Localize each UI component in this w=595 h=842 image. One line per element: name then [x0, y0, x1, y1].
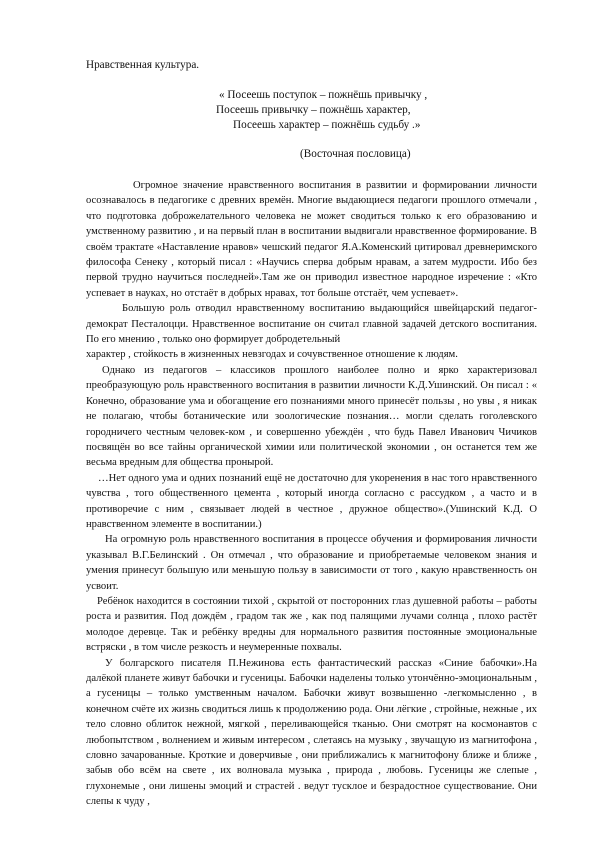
- paragraph: …Нет одного ума и одних познаний ещё не достаточно для укоренения в нас того нравственного чувства , того общественного цемента , который иногда согласно с рассудком , а часто и в противоречие с ним , связывает людей в честное , дружное общество».(Ушинский К.Д. О нравственном элементе в воспитании.): [86, 472, 537, 530]
- paragraph: У болгарского писателя П.Нежинова есть фантастический рассказ «Синие бабочки».На далёкой планете живут бабочки и гусеницы. Бабочки наделены только утончённо-эмоциональным , а гусеницы – только умственным началом. Бабочки живут возвышенно -легкомысленно , в конечном счёте их жизнь сводиться лишь к продолжению рода. Они лёгкие , стройные, нежные , их тело словно облиток нежной, мягкой , переливающейся тканью. Они смотрят на космонавтов с любопытством , волнением и живым интересом , слетаясь на музыку , звучащую из магнитофона , словно зачарованные. Кроткие и доверчивые , они приближались к магнитофону ближе и ближе , забыв обо всём на свете , их волновала музыка , природа , любовь. Гусеницы же слепые , глухонемые , они лишены эмоций и страстей . ведут тусклое и безрадостное существование. Они слепы к чуду ,: [86, 657, 537, 808]
- paragraph: Однако из педагогов – классиков прошлого наиболее полно и ярко характеризовал преобразующую роль нравственного воспитания в развитии личности К.Д.Ушинский. Он писал : « Конечно, образование ума и обогащение его познаниями много принесёт пользы , но увы , я никак не полагаю, чтобы ботанические или зоологические познания… могли сделать гоголевского городничего честным человек-ком , и совершенно убеждён , что будь Павел Иванович Чичиков посвящён во все тайны органической химии или политической экономии , он останется тем же весьма вредным для общества пронырой.: [86, 364, 537, 469]
- document-body: [86, 178, 537, 810]
- document-title: Нравственная культура.: [86, 59, 200, 71]
- paragraph: Большую роль отводил нравственному воспитанию выдающийся швейцарский педагог-демократ Песталоцци. Нравственное воспитание он считал главной задачей детского воспитания. По его мнению , только оно формирует добродетельный: [86, 303, 537, 346]
- paragraph: характер , стойкость в жизненных невзгодах и сочувственное отношение к людям.: [86, 349, 458, 361]
- epigraph-line: « Посеешь поступок – пожнёшь привычку ,: [219, 89, 428, 101]
- epigraph-line: Посеешь привычку – пожнёшь характер,: [216, 104, 411, 116]
- epigraph-line: Посеешь характер – пожнёшь судьбу .»: [233, 119, 421, 131]
- epigraph: [86, 88, 537, 133]
- paragraph: На огромную роль нравственного воспитания в процессе обучения и формирования личности указывал В.Г.Белинский . Он отмечал , что образование и приобретаемые человеком знания и умения принесут большую или меньшую пользу в зависимости от того , какую нравственность он усвоит.: [86, 534, 537, 592]
- epigraph-source: (Восточная пословица): [300, 148, 411, 160]
- paragraph: Ребёнок находится в состоянии тихой , скрытой от посторонних глаз душевной работы – работы роста и развития. Под дождём , градом так же , как под палящими лучами солнца , плохо растёт молодое деревце. Так и ребёнку вредны для нормального развития постоянные эмоциональные встряски , в том числе резкость и неумеренные похвалы.: [86, 595, 537, 654]
- paragraph: Огромное значение нравственного воспитания в развитии и формировании личности осознавалось в педагогике с древних времён. Многие выдающиеся педагоги прошлого отмечали , что подготовка доброжелательного человека не может сводиться только к его образованию и умственному развитию , и на первый план в воспитании выдвигали нравственное формирование. В своём трактате «Наставление нравов» чешский педагог Я.А.Коменский цитировал древнеримского философа Сенеку , который писал : «Научись сперва добрым нравам, а затем мудрости. Ибо без первой трудно научиться последней».Там же он приводил известное народное изречение : «Кто успевает в науках, но отстаёт в добрых нравах, тот больше отстаёт, чем успевает».: [86, 180, 537, 299]
